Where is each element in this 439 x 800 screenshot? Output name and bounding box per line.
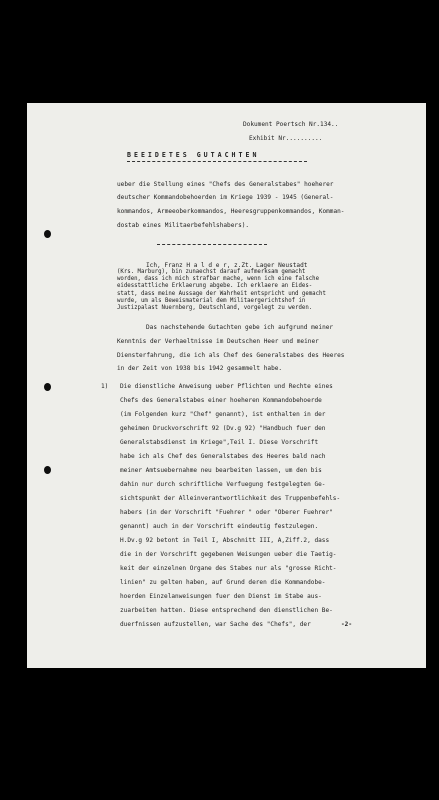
text-line: Kenntnis der Verhaeltnisse im Deutschen Heer und meiner	[117, 338, 319, 345]
document-title: BEEIDETES GUTACHTEN	[127, 151, 260, 159]
text-line: geheimen Druckvorschrift 92 (Dv.g 92) "Handbuch fuer den	[120, 425, 326, 432]
text-line: hoerden Einzelanweisungen fuer den Dienst im Stabe aus-	[120, 593, 322, 600]
text-line: duerfnissen aufzustellen, war Sache des "Chefs", der	[120, 621, 311, 628]
text-line: habe ich als Chef des Generalstabes des Heeres bald nach	[120, 453, 326, 460]
text-line: in der Zeit von 1938 bis 1942 gesammelt habe.	[117, 365, 283, 372]
text-line: (Krs. Marburg), bin zunaechst darauf aufmerksam gemacht	[117, 269, 306, 275]
text-line: die in der Vorschrift gegebenen Weisungen ueber die Taetig-	[120, 551, 337, 558]
text-line: Justizpalast Nuernberg, Deutschland, vorgelegt zu werden.	[117, 305, 313, 311]
document-reference: Dokument Poertsch Nr.134..	[243, 121, 339, 128]
text-line: Chefs des Generalstabes einer hoeheren Kommandobehoerde	[120, 397, 322, 404]
title-underline	[127, 161, 307, 162]
text-line: zuarbeiten hatten. Diese entsprechend den dienstlichen Be-	[120, 607, 333, 614]
text-line: Die dienstliche Anweisung ueber Pflichten und Rechte eines	[120, 383, 333, 390]
punch-hole	[44, 466, 51, 474]
text-line: keit der einzelnen Organe des Stabes nur als "grosse Richt-	[120, 565, 337, 572]
text-line: statt, dass meine Aussage der Wahrheit entspricht und gemacht	[117, 291, 326, 297]
text-line: dostab eines Militaerbefehlshabers).	[117, 222, 250, 229]
text-line: wurde, um als Beweismaterial dem Militaergerichtshof in	[117, 298, 306, 304]
text-line: sichtspunkt der Alleinverantwortlichkeit des Truppenbefehls-	[120, 495, 341, 502]
text-line: linien" zu gelten haben, auf Grund deren die Kommandobe-	[120, 579, 326, 586]
text-line: Diensterfahrung, die ich als Chef des Generalstabes des Heeres	[117, 352, 345, 359]
text-line: meiner Amtsuebernahme neu bearbeiten lassen, um den bis	[120, 467, 322, 474]
text-line: (im Folgenden kurz "Chef" genannt), ist enthalten in der	[120, 411, 326, 418]
text-line: H.Dv.g 92 betont in Teil I, Abschnitt III, A,Ziff.2, dass	[120, 537, 330, 544]
separator-line	[157, 244, 267, 245]
text-line: worden, dass ich mich strafbar mache, wenn ich eine falsche	[117, 276, 320, 282]
text-line: Das nachstehende Gutachten gebe ich aufgrund meiner	[146, 324, 334, 331]
text-line: habers (in der Vorschrift "Fuehrer " oder "Oberer Fuehrer"	[120, 509, 333, 516]
text-line: dahin nur durch schriftliche Verfuegung festgelegten Ge-	[120, 481, 326, 488]
text-line: deutscher Kommandobehoerden im Kriege 1939 - 1945 (General-	[117, 194, 334, 201]
punch-hole	[44, 383, 51, 391]
exhibit-number: Exhibit Nr..........	[249, 135, 323, 142]
text-line: ueber die Stellung eines "Chefs des Generalstabes" hoeherer	[117, 181, 334, 188]
text-line: kommandos, Armeeoberkommandos, Heeresgruppenkommandos, Komman-	[117, 208, 345, 215]
text-line: eidesstattliche Erklaerung abgebe. Ich erklaere an Eides-	[117, 283, 313, 289]
punch-hole	[44, 230, 51, 238]
item-number: 1)	[101, 383, 109, 390]
page-number: -2-	[341, 621, 353, 628]
text-line: genannt) auch in der Vorschrift eindeutig festzulegen.	[120, 523, 319, 530]
text-line: Generalstabsdienst im Kriege",Teil I. Diese Vorschrift	[120, 439, 319, 446]
text-line: Ich, Franz H a l d e r, z.Zt. Lager Neustadt	[146, 262, 308, 269]
